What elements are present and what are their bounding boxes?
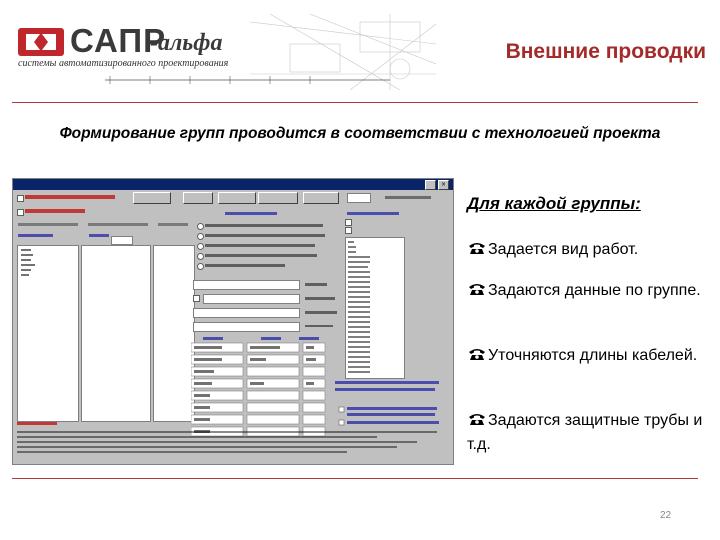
blurred-footnotes	[17, 430, 447, 462]
checkbox	[17, 209, 24, 216]
field	[347, 193, 371, 203]
radio	[197, 233, 204, 240]
field	[111, 236, 133, 245]
bullet-text: Уточняются длины кабелей.	[488, 347, 698, 364]
blurred-label	[385, 196, 431, 199]
blurred-label	[25, 209, 85, 213]
window-titlebar	[13, 179, 453, 190]
bullet-item	[467, 279, 707, 303]
toolbar-button	[218, 192, 256, 204]
radio	[197, 253, 204, 260]
blurred-label	[225, 212, 277, 215]
checkbox	[193, 295, 200, 302]
checkbox	[17, 195, 24, 202]
field	[203, 294, 300, 304]
radio	[197, 243, 204, 250]
blurred-notes	[333, 380, 451, 435]
bullet-text: Задается вид работ.	[488, 241, 639, 258]
types-list	[81, 245, 151, 422]
route-list	[153, 245, 195, 422]
slide-subtitle: Формирование групп проводится в соответствии с технологией проекта	[59, 125, 661, 142]
title-divider	[12, 102, 698, 103]
radio	[197, 223, 204, 230]
app-screenshot	[12, 178, 454, 465]
bullet-item	[467, 344, 707, 368]
telephone-icon	[467, 282, 487, 296]
page-number: 22	[660, 510, 672, 521]
blurred-label	[88, 223, 148, 226]
telephone-icon	[467, 412, 487, 426]
toolbar-button	[133, 192, 171, 204]
field	[193, 280, 300, 290]
telephone-icon	[467, 347, 487, 361]
blurred-options	[205, 223, 335, 273]
group-heading: Для каждой группы:	[467, 194, 641, 213]
slide-title: Внешние проводки	[505, 40, 706, 63]
blurred-label	[18, 234, 53, 237]
blurred-label	[89, 234, 109, 237]
group-list	[17, 245, 79, 422]
footer-divider	[12, 478, 698, 479]
radio	[197, 263, 204, 270]
logo-suffix: -альфа	[150, 30, 223, 56]
logo-tagline: системы автоматизированного проектирования	[18, 58, 229, 69]
close-button: ×	[438, 180, 449, 190]
blurred-label	[17, 422, 57, 425]
minimize-button	[425, 180, 436, 190]
logo-mark	[18, 28, 64, 56]
bullet-item	[467, 409, 707, 457]
checkbox	[345, 219, 352, 226]
logo-ruler	[90, 70, 390, 90]
blurred-label	[25, 195, 115, 199]
field	[193, 308, 300, 318]
field	[193, 322, 300, 332]
checkbox	[345, 227, 352, 234]
telephone-icon	[467, 241, 487, 255]
cable-list	[345, 237, 405, 379]
group-data-table	[191, 337, 326, 437]
blurred-label	[347, 212, 399, 215]
blurred-labels	[305, 282, 345, 327]
logo-name: САПР	[70, 22, 167, 59]
blurred-label	[18, 223, 78, 226]
toolbar-button	[183, 192, 213, 204]
toolbar-button	[258, 192, 298, 204]
blurred-label	[158, 223, 188, 226]
bullet-item	[467, 238, 707, 262]
bullet-text: Задаются защитные трубы и т.д.	[467, 412, 703, 453]
bullet-text: Задаются данные по группе.	[488, 282, 701, 299]
toolbar-button	[303, 192, 339, 204]
